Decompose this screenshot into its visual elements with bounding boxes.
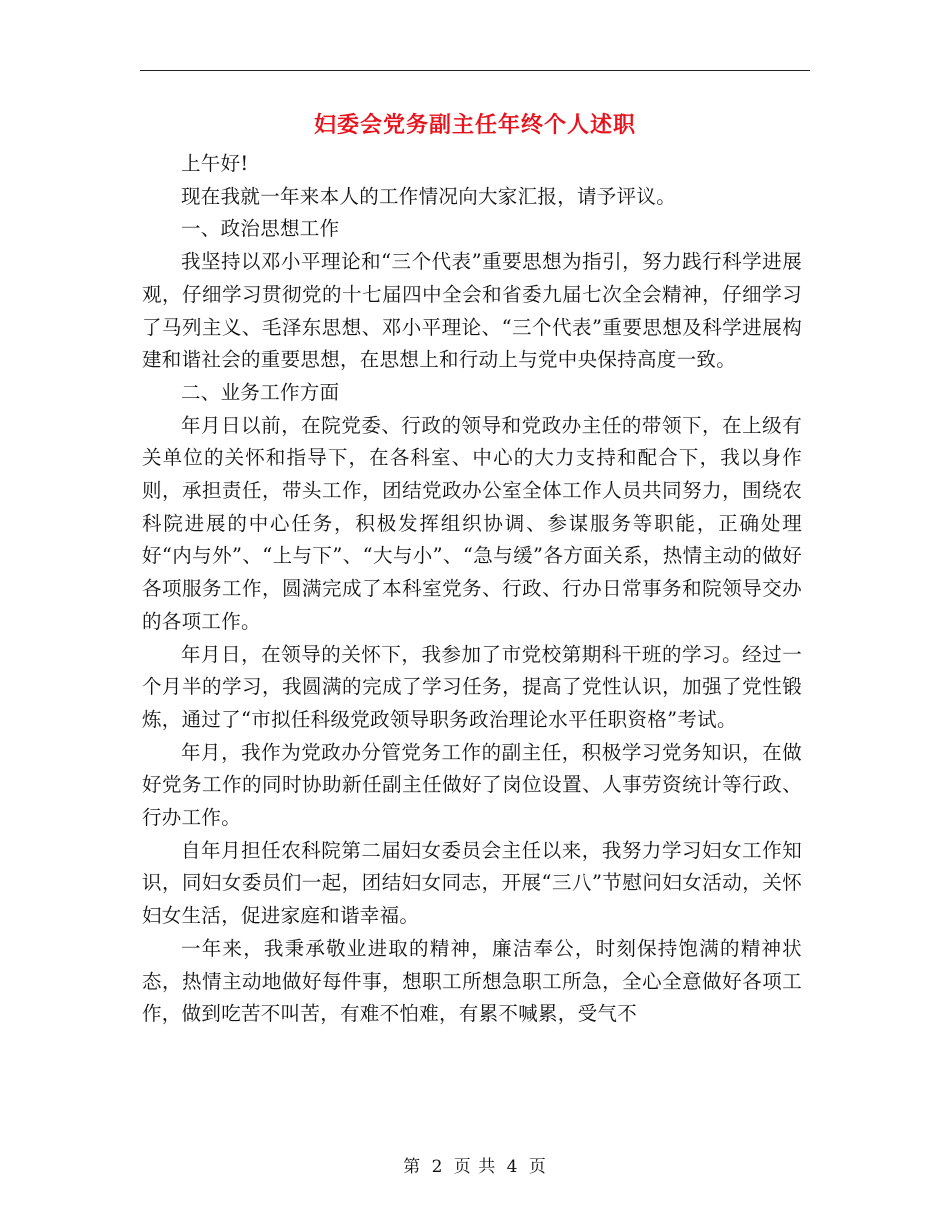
footer-page-number: 2 (431, 1157, 444, 1177)
section-heading-political: 一、政治思想工作 (181, 217, 340, 241)
footer-suffix: 页 (528, 1157, 547, 1177)
business-paragraph-2: 年月日，在领导的关怀下，我参加了市党校第期科干班的学习。经过一个月半的学习，我圆满的完成了学习任务，提高了党性认识，加强了党性锻炼，通过了“市拟任科级党政领导职务政治理论水平任职资格”考试。 (142, 642, 802, 731)
intro-paragraph: 现在我就一年来本人的工作情况向大家汇报，请予评议。 (181, 184, 677, 208)
political-paragraph: 我坚持以邓小平理论和“三个代表”重要思想为指引，努力践行科学进展观，仔细学习贯彻党的十七届四中全会和省委九届七次全会精神，仔细学习了马列主义、毛泽东思想、邓小平理论、“三个代表”重要思想及科学进展构建和谐社会的重要思想，在思想上和行动上与党中央保持高度一致。 (142, 250, 802, 372)
page-footer (140, 1152, 810, 1177)
header-rule (140, 70, 810, 71)
business-paragraph-1: 年月日以前，在院党委、行政的领导和党政办主任的带领下，在上级有关单位的关怀和指导下，在各科室、中心的大力支持和配合下，我以身作则，承担责任，带头工作，团结党政办公室全体工作人员共同努力，围绕农科院进展的中心任务，积极发挥组织协调、参谋服务等职能，正确处理好“内与外”、“上与下”、“大与小”、“急与缓”各方面关系，热情主动的做好各项服务工作，圆满完成了本科室党务、行政、行办日常事务和院领导交办的各项工作。 (142, 413, 802, 633)
document-body (142, 148, 802, 1031)
footer-total-pages: 4 (506, 1157, 519, 1177)
business-paragraph-4: 自年月担任农科院第二届妇女委员会主任以来，我努力学习妇女工作知识，同妇女委员们一起，团结妇女同志，开展“三八”节慰问妇女活动，关怀妇女生活，促进家庭和谐幸福。 (142, 838, 802, 928)
section-heading-business: 二、业务工作方面 (181, 380, 340, 404)
greeting-paragraph: 上午好! (181, 152, 249, 175)
summary-paragraph: 一年来，我秉承敬业进取的精神，廉洁奉公，时刻保持饱满的精神状态，热情主动地做好每件事，想职工所想急职工所急，全心全意做好各项工作，做到吃苦不叫苦，有难不怕难，有累不喊累，受气不 (142, 936, 802, 1026)
document-title: 妇委会党务副主任年终个人述职 (313, 112, 636, 138)
footer-mid: 页 共 (453, 1157, 497, 1177)
footer-prefix: 第 (403, 1157, 422, 1177)
business-paragraph-3: 年月，我作为党政办分管党务工作的副主任，积极学习党务知识，在做好党务工作的同时协助新任副主任做好了岗位设置、人事劳资统计等行政、行办工作。 (142, 740, 802, 830)
